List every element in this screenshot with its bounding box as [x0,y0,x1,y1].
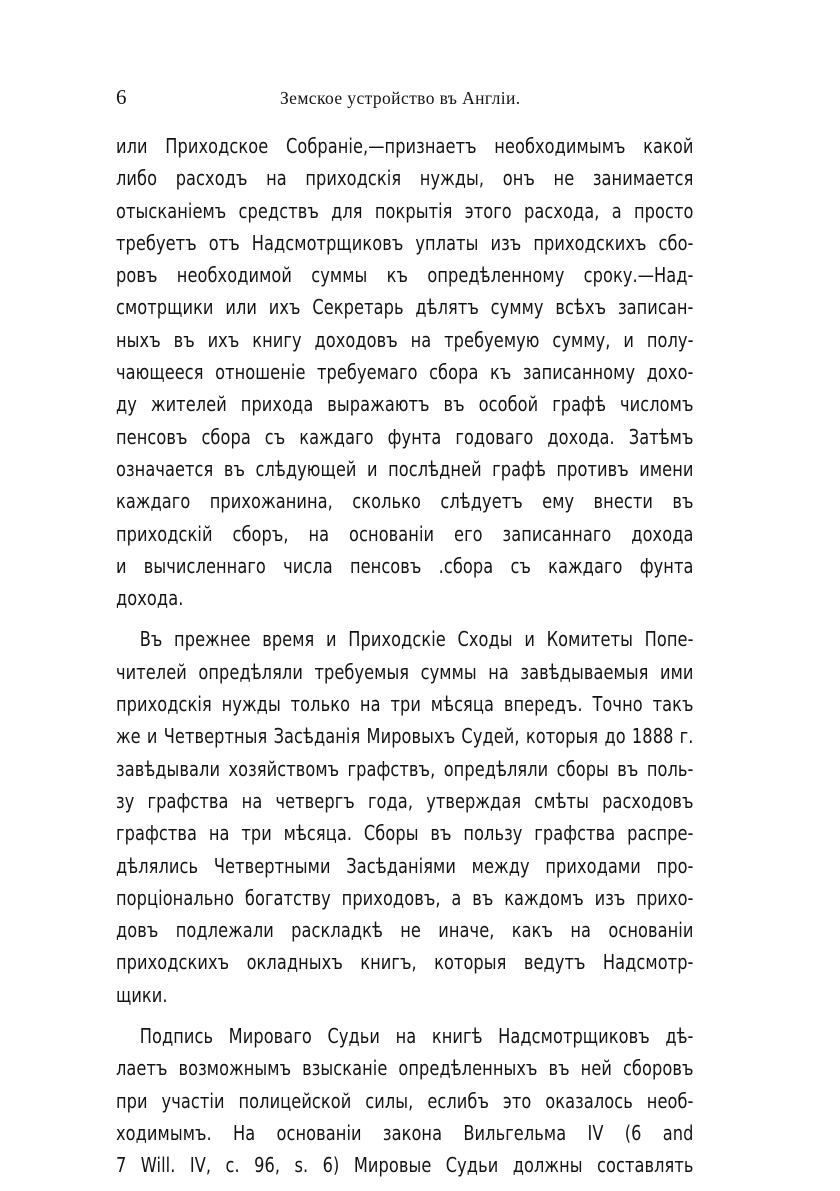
text-line: пенсовъ сбора съ каждаго фунта годоваго дохода. Затѣмъ [116,424,694,449]
text-line: требуетъ отъ Надсмотрщиковъ уплаты изъ приходскихъ сбо- [116,230,694,255]
text-line: ровъ необходимой суммы къ опредѣленному сроку.—Над- [116,263,694,288]
text-line: графства на три мѣсяца. Сборы въ пользу графства распре- [116,821,694,846]
page-header [116,82,728,114]
text-line: отысканiемъ средствъ для покрытiя этого расхода, а просто [116,198,694,223]
text-line: приходскихъ окладныхъ книгъ, которыя ведутъ Надсмотр- [116,950,694,975]
body-text [116,130,694,1182]
text-line: либо расходъ на приходскiя нужды, онъ не занимается [116,166,694,191]
text-line: дохода. [116,586,184,611]
text-line: приходскiя нужды только на три мѣсяца впередъ. Точно такъ [116,692,694,717]
text-line: чителей опредѣляли требуемыя суммы на завѣдываемыя ими [116,659,694,684]
running-title: Земское устройство въ Англiи. [280,88,521,108]
text-line: каждаго прихожанина, сколько слѣдуетъ ему внести въ [116,489,694,514]
text-line: смотрщики или ихъ Секретарь дѣлятъ сумму всѣхъ записан- [116,295,694,320]
text-line: при участiи полицейской силы, еслибъ это оказалось необ- [116,1088,694,1113]
text-line: Подпись Мироваго Судьи на книгѣ Надсмотрщиковъ дѣ- [139,1024,694,1049]
paragraph-2 [116,623,694,1011]
text-line: означается въ слѣдующей и послѣдней графѣ противъ имени [116,456,694,481]
text-line: ныхъ въ ихъ книгу доходовъ на требуемую сумму, и полу- [116,327,694,352]
text-line: ду жителей прихода выражаютъ въ особой графѣ числомъ [116,392,694,417]
text-line: Въ прежнее время и Приходскiе Сходы и Комитеты Попе- [139,627,694,652]
text-line: щики. [116,982,168,1007]
text-line: или Приходское Собранiе,—признаетъ необходимымъ какой [116,134,694,158]
paragraph-1 [116,130,694,614]
page-number: 6 [116,85,127,109]
text-line: чающееся отношенiе требуемаго сбора къ записанному дохо- [116,360,694,385]
text-line: ходимымъ. На основанiи закона Вильгельма IV (6 and [116,1120,694,1145]
text-line: 7 Will. IV, c. 96, s. 6) Мировые Судьи должны составлять [116,1153,694,1178]
text-line: и вычисленнаго числа пенсовъ .сбора съ каждаго фунта [116,553,694,578]
text-line: дѣлялись Четвертными Засѣданiями между приходами про- [116,853,694,878]
text-line: же и Четвертныя Засѣданiя Мировыхъ Судей, которыя до 1888 г. [116,724,694,749]
text-line: завѣдывали хозяйствомъ графствъ, опредѣляли сборы въ поль- [116,756,694,781]
paragraph-3 [116,1020,694,1181]
text-line: зу графства на четвергъ года, утверждая смѣты расходовъ [116,788,694,813]
text-line: порцiонально богатству приходовъ, а въ каждомъ изъ прихо- [116,885,694,910]
text-line: приходскiй сборъ, на основанiи его записаннаго дохода [116,521,694,546]
text-line: лаетъ возможнымъ взысканiе опредѣленныхъ въ ней сборовъ [116,1056,694,1081]
text-line: довъ подлежали раскладкѣ не иначе, какъ на основанiи [116,918,694,943]
